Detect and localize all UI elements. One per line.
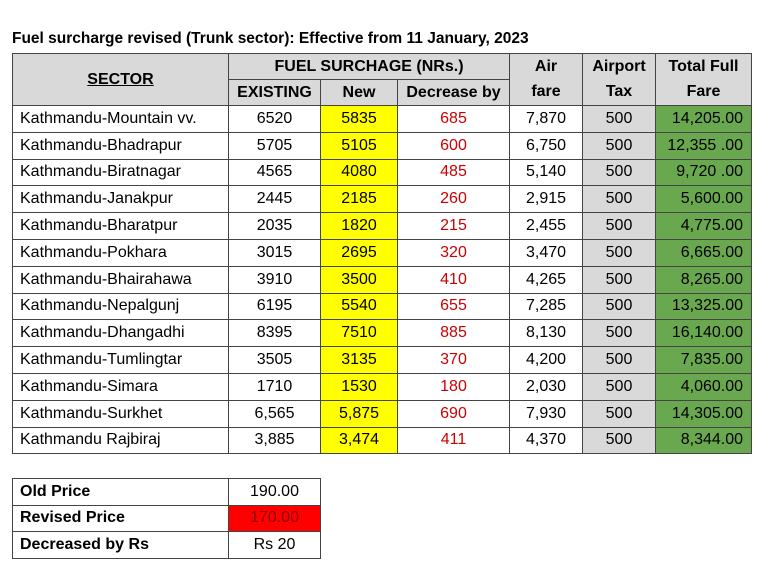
existing-cell: 1710: [229, 373, 321, 400]
table-row: [13, 159, 752, 186]
existing-cell: 3505: [229, 347, 321, 374]
decrease-cell: 655: [398, 293, 510, 320]
air-fare-cell: 7,930: [510, 400, 583, 427]
sector-cell: Kathmandu-Dhangadhi: [13, 320, 229, 347]
new-cell: 1530: [321, 373, 398, 400]
existing-cell: 6195: [229, 293, 321, 320]
sector-cell: Kathmandu-Pokhara: [13, 239, 229, 266]
new-cell: 5835: [321, 106, 398, 133]
airport-tax-cell: 500: [583, 132, 656, 159]
decrease-cell: 411: [398, 427, 510, 454]
total-fare-cell: 8,344.00: [656, 427, 752, 454]
new-cell: 3500: [321, 266, 398, 293]
sector-cell: Kathmandu-Mountain vv.: [13, 106, 229, 133]
new-cell: 5105: [321, 132, 398, 159]
airport-tax-cell: 500: [583, 400, 656, 427]
air-fare-cell: 5,140: [510, 159, 583, 186]
document-title: Fuel surcharge revised (Trunk sector): Effective from 11 January, 2023: [12, 30, 529, 47]
decrease-cell: 885: [398, 320, 510, 347]
sector-cell: Kathmandu-Nepalgunj: [13, 293, 229, 320]
new-cell: 3,474: [321, 427, 398, 454]
sector-cell: Kathmandu Rajbiraj: [13, 427, 229, 454]
air-fare-cell: 4,265: [510, 266, 583, 293]
new-cell: 5,875: [321, 400, 398, 427]
fuel-surcharge-table: [12, 53, 752, 454]
total-full-fare-header-line2: Fare: [656, 80, 752, 106]
existing-cell: 8395: [229, 320, 321, 347]
decrease-cell: 600: [398, 132, 510, 159]
price-summary-table: [12, 478, 321, 559]
air-fare-cell: 7,870: [510, 106, 583, 133]
total-fare-cell: 16,140.00: [656, 320, 752, 347]
total-fare-cell: 7,835.00: [656, 347, 752, 374]
decrease-cell: 685: [398, 106, 510, 133]
decrease-cell: 320: [398, 239, 510, 266]
sector-header: SECTOR: [13, 54, 229, 106]
decrease-cell: 260: [398, 186, 510, 213]
existing-cell: 6520: [229, 106, 321, 133]
table-row: [13, 373, 752, 400]
existing-cell: 3015: [229, 239, 321, 266]
air-fare-cell: 8,130: [510, 320, 583, 347]
table-row: [13, 186, 752, 213]
sector-cell: Kathmandu-Bharatpur: [13, 213, 229, 240]
decreased-by-label: Decreased by Rs: [13, 532, 229, 559]
total-fare-cell: 4,775.00: [656, 213, 752, 240]
airport-tax-header-line1: Airport: [583, 54, 656, 80]
table-row: [13, 293, 752, 320]
total-fare-cell: 9,720 .00: [656, 159, 752, 186]
decrease-cell: 410: [398, 266, 510, 293]
total-fare-cell: 8,265.00: [656, 266, 752, 293]
new-header: New: [321, 80, 398, 106]
decrease-cell: 180: [398, 373, 510, 400]
airport-tax-header-line2: Tax: [583, 80, 656, 106]
air-fare-cell: 6,750: [510, 132, 583, 159]
table-row: [13, 106, 752, 133]
air-fare-header-line1: Air: [510, 54, 583, 80]
airport-tax-cell: 500: [583, 293, 656, 320]
airport-tax-cell: 500: [583, 213, 656, 240]
decrease-cell: 215: [398, 213, 510, 240]
sector-cell: Kathmandu-Biratnagar: [13, 159, 229, 186]
table-row: [13, 347, 752, 374]
sector-cell: Kathmandu-Bhadrapur: [13, 132, 229, 159]
total-full-fare-header-line1: Total Full: [656, 54, 752, 80]
existing-cell: 2035: [229, 213, 321, 240]
sector-cell: Kathmandu-Surkhet: [13, 400, 229, 427]
new-cell: 4080: [321, 159, 398, 186]
total-fare-cell: 5,600.00: [656, 186, 752, 213]
existing-cell: 3910: [229, 266, 321, 293]
sector-cell: Kathmandu-Tumlingtar: [13, 347, 229, 374]
sector-cell: Kathmandu-Bhairahawa: [13, 266, 229, 293]
airport-tax-cell: 500: [583, 373, 656, 400]
total-fare-cell: 13,325.00: [656, 293, 752, 320]
decrease-cell: 690: [398, 400, 510, 427]
existing-cell: 6,565: [229, 400, 321, 427]
total-fare-cell: 6,665.00: [656, 239, 752, 266]
new-cell: 5540: [321, 293, 398, 320]
airport-tax-cell: 500: [583, 320, 656, 347]
air-fare-cell: 7,285: [510, 293, 583, 320]
airport-tax-cell: 500: [583, 266, 656, 293]
air-fare-cell: 2,030: [510, 373, 583, 400]
air-fare-cell: 4,200: [510, 347, 583, 374]
table-row: [13, 132, 752, 159]
existing-cell: 4565: [229, 159, 321, 186]
air-fare-cell: 2,915: [510, 186, 583, 213]
sector-cell: Kathmandu-Simara: [13, 373, 229, 400]
revised-price-label: Revised Price: [13, 505, 229, 532]
air-fare-header-line2: fare: [510, 80, 583, 106]
old-price-label: Old Price: [13, 479, 229, 506]
existing-cell: 2445: [229, 186, 321, 213]
fuel-surcharge-header: FUEL SURCHAGE (NRs.): [229, 54, 510, 80]
sector-cell: Kathmandu-Janakpur: [13, 186, 229, 213]
total-fare-cell: 14,205.00: [656, 106, 752, 133]
table-row: [13, 213, 752, 240]
table-row: [13, 320, 752, 347]
existing-cell: 3,885: [229, 427, 321, 454]
table-row: [13, 400, 752, 427]
table-row: [13, 427, 752, 454]
total-fare-cell: 4,060.00: [656, 373, 752, 400]
decrease-by-header: Decrease by: [398, 80, 510, 106]
airport-tax-cell: 500: [583, 239, 656, 266]
existing-cell: 5705: [229, 132, 321, 159]
table-row: [13, 266, 752, 293]
new-cell: 3135: [321, 347, 398, 374]
existing-header: EXISTING: [229, 80, 321, 106]
new-cell: 1820: [321, 213, 398, 240]
airport-tax-cell: 500: [583, 186, 656, 213]
air-fare-cell: 4,370: [510, 427, 583, 454]
decrease-cell: 485: [398, 159, 510, 186]
total-fare-cell: 14,305.00: [656, 400, 752, 427]
new-cell: 7510: [321, 320, 398, 347]
decreased-by-value: Rs 20: [229, 532, 321, 559]
table-row: [13, 239, 752, 266]
decrease-cell: 370: [398, 347, 510, 374]
airport-tax-cell: 500: [583, 347, 656, 374]
airport-tax-cell: 500: [583, 106, 656, 133]
air-fare-cell: 2,455: [510, 213, 583, 240]
airport-tax-cell: 500: [583, 159, 656, 186]
airport-tax-cell: 500: [583, 427, 656, 454]
new-cell: 2695: [321, 239, 398, 266]
new-cell: 2185: [321, 186, 398, 213]
total-fare-cell: 12,355 .00: [656, 132, 752, 159]
air-fare-cell: 3,470: [510, 239, 583, 266]
revised-price-value: 170.00: [229, 505, 321, 532]
old-price-value: 190.00: [229, 479, 321, 506]
